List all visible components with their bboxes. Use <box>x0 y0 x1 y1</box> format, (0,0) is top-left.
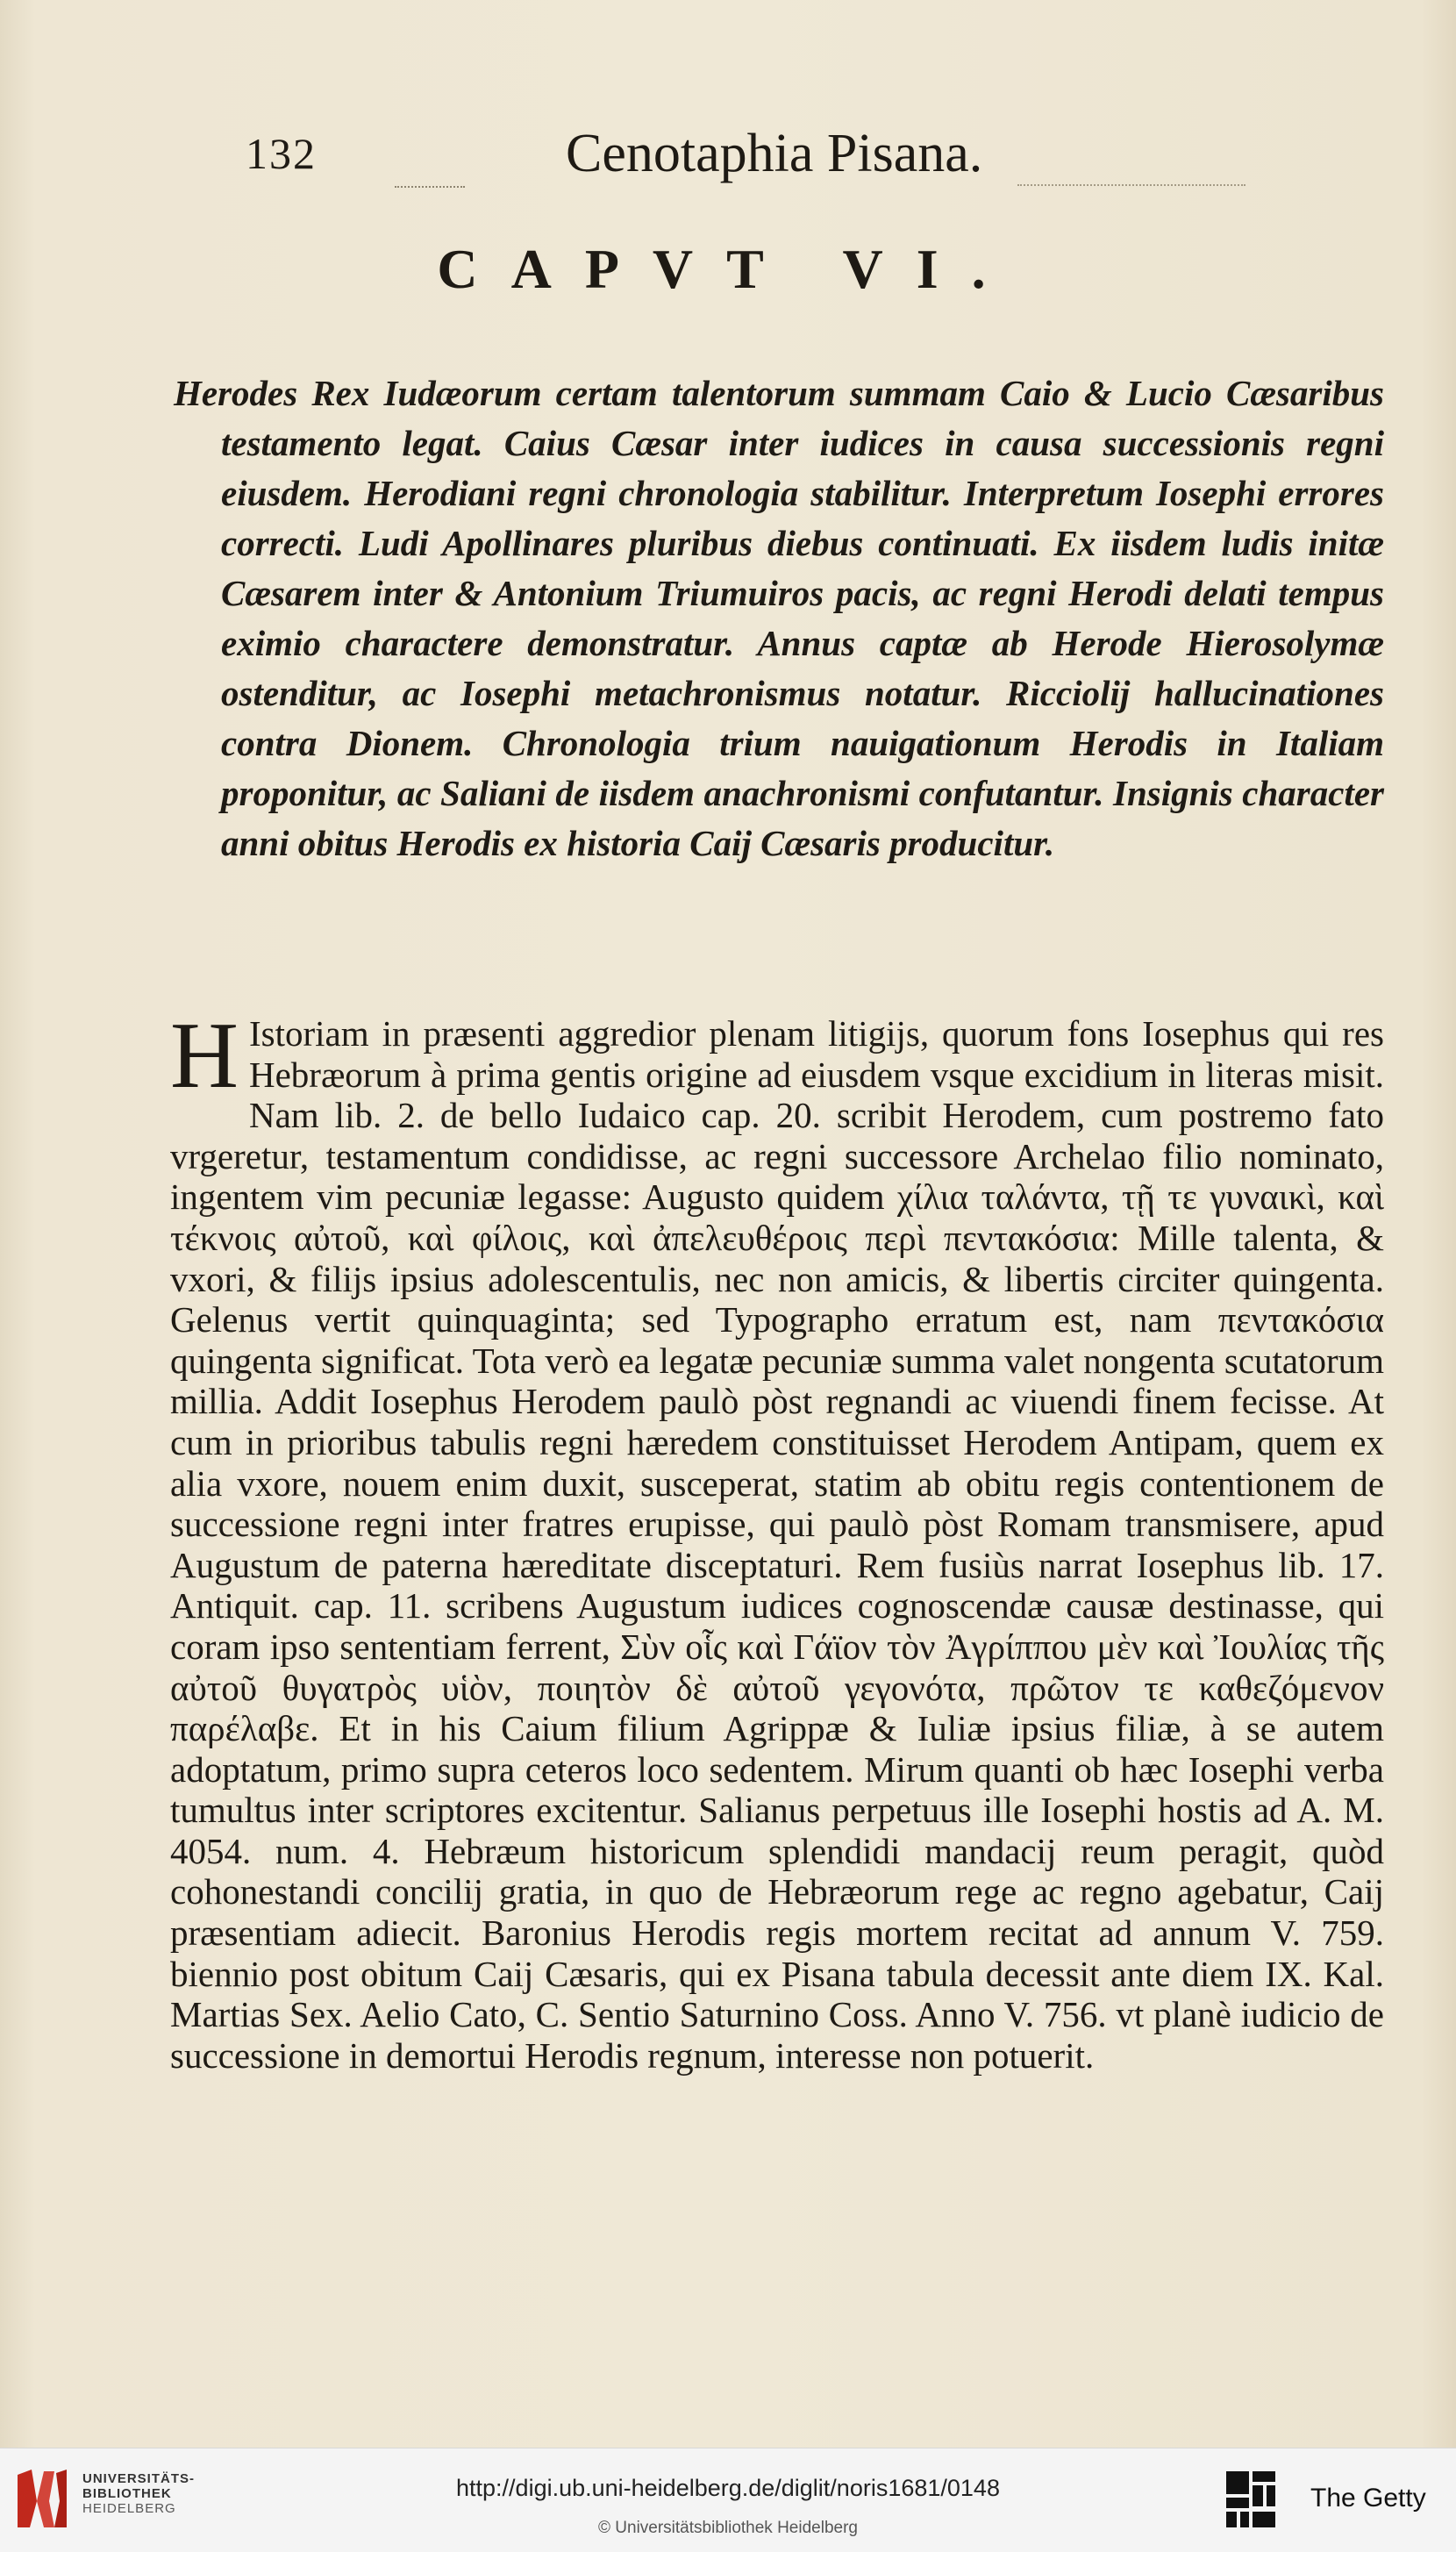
getty-logo-icon <box>1223 2468 1279 2531</box>
chapter-summary-text: Herodes Rex Iudæorum certam talentorum summam Caio & Lucio Cæsaribus testamento legat. Caius Cæsar inter iudices in causa successionis regni eiusdem. Herodiani regni chronologia stabilitur. Interpretum Iosephi errores correcti. Ludi Apollinares pluribus diebus continuati. Ex iisdem ludis initæ Cæsarem inter & Antonium Triumuiros pacis, ac regni Herodi delati tempus eximio charactere demonstratur. Annus captæ ab Herode Hierosolymæ ostenditur, ac Iosephi metachronismus notatur. Ricciolij hallucinationes contra Dionem. Chronologia trium nauigationum Herodis in Italiam proponitur, ac Saliani de iisdem anachronismi confutantur. Insignis character anni obitus Herodis ex historia Caij Cæsaris producitur. <box>174 373 1384 863</box>
permalink-url[interactable]: http://digi.ub.uni-heidelberg.de/diglit/noris1681/0148 <box>456 2475 1000 2501</box>
chapter-summary <box>174 368 1384 869</box>
library-name-line-3: HEIDELBERG <box>82 2501 176 2516</box>
page-number: 132 <box>246 129 317 178</box>
page-header <box>246 123 1281 202</box>
running-title: Cenotaphia Pisana. <box>566 124 983 183</box>
library-name-line-2: BIBLIOTHEK <box>82 2486 172 2501</box>
body-paragraph-text: Istoriam in præsenti aggredior plenam litigijs, quorum fons Iosephus qui res Hebræorum à prima gentis origine ad eiusdem vsque excidium in literas misit. Nam lib. 2. de bello Iudaico cap. 20. scribit Herodem, cum postremo fato vrgeretur, testamentum condidisse, ac regni successore Archelao filio nominato, ingentem vim pecuniæ legasse: Augusto quidem χίλια ταλάντα, τῇ τε γυναικὶ, καὶ τέκνοις αὐτοῦ, καὶ φίλοις, καὶ ἀπελευθέροις περὶ πεντακόσια: Mille talenta, & vxori, & filijs ipsius adolescentulis, nec non amicis, & libertis circiter quingenta. Gelenus vertit quinquaginta; sed Typographo erratum est, nam πεντακόσια quingenta significat. Tota verò ea legatæ pecuniæ summa valet nongenta scutatorum millia. Addit Iosephus Herodem paulò pòst regnandi ac viuendi finem fecisse. At cum in prioribus tabulis regni hæredem constituisset Herodem Antipam, quem ex alia vxore, nouem enim duxit, susceperat, statim ab obitu regis contentionem de successione regni inter fratres erupisse, qui paulò pòst Romam transmisere, apud Augustum de paterna hæreditate disceptaturi. Rem fusiùs narrat Iosephus lib. 17. Antiquit. cap. 11. scribens Augustum iudices cognoscendæ causæ destinasse, qui coram ipso sententiam ferrent, Σὺν οἷς καὶ Γάϊον τὸν Ἀγρίππου μὲν καὶ Ἰουλίας τῆς αὐτοῦ θυγατρὸς υἱὸν, ποιητὸν δὲ αὐτοῦ γεγονότα, πρῶτον τε καθεζόμενον παρέλαβε. Et in his Caium filium Agrippæ & Iuliæ ipsius filiæ, à se autem adoptatum, primo supra ceteros loco sedentem. Mirum quanti ob hæc Iosephi verba tumultus inter scriptores excitentur. Salianus perpetuus ille Iosephi hostis ad A. M. 4054. num. 4. Hebræum historicum splendidi mandacij reum peragit, quòd cohonestandi concilij gratia, in quo de Hebræorum rege ac regno agebatur, Caij præsentiam adiecit. Baronius Herodis regis mortem recitat ad annum V. 759. biennio post obitum Caij Cæsaris, qui ex Pisana tabula decessit ante diem IX. Kal. Martias Sex. Aelio Cato, C. Sentio Saturnino Coss. Anno V. 756. vt planè iudicio de successione in demortui Herodis regnum, interesse non potuerit. <box>170 1013 1384 2076</box>
copyright-notice: © Universitätsbibliothek Heidelberg <box>598 2519 858 2537</box>
header-ornament-left <box>395 186 465 193</box>
header-ornament-right <box>1017 184 1245 191</box>
drop-cap: H <box>170 1004 239 1108</box>
body-paragraph <box>170 1004 1384 2076</box>
getty-name: The Getty <box>1310 2484 1426 2513</box>
library-name-line-1: UNIVERSITÄTS- <box>82 2471 196 2486</box>
chapter-title: CAPVT VI. <box>437 238 1019 300</box>
viewer-footer <box>0 2448 1456 2552</box>
